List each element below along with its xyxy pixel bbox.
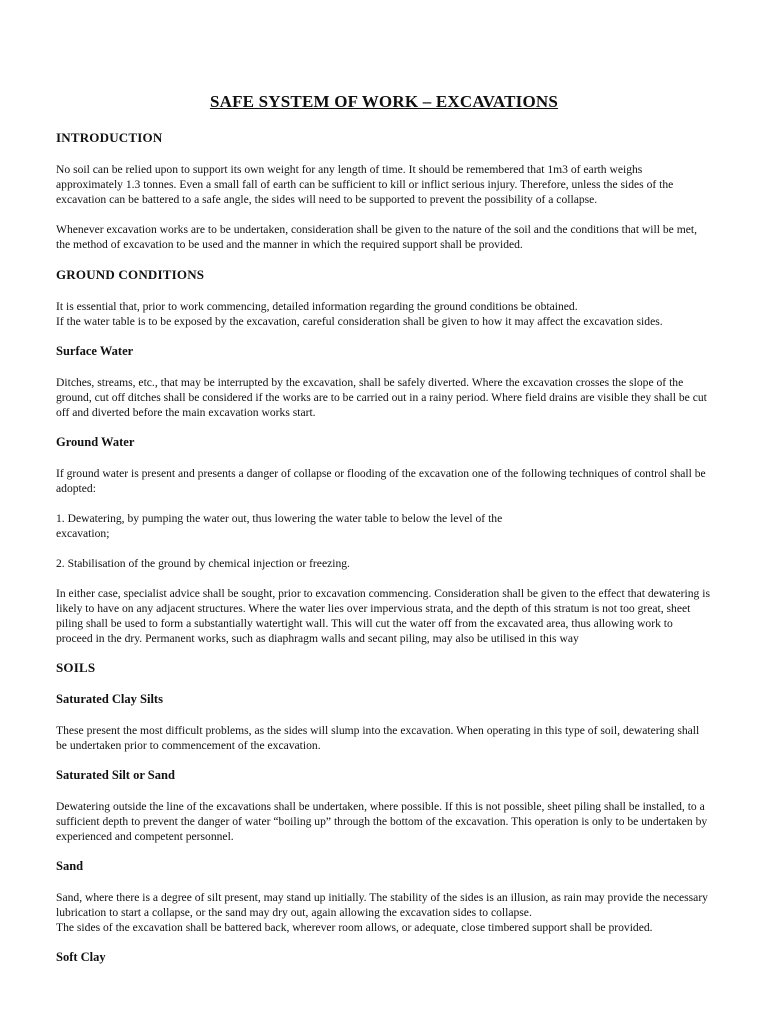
- paragraph-line: If the water table is to be exposed by the excavation, careful consideration shall be given to how it may affect the excavation sides.: [56, 315, 663, 328]
- heading-introduction: INTRODUCTION: [56, 130, 163, 145]
- list-item-dewatering: [56, 511, 712, 541]
- paragraph-ground-water-2: In either case, specialist advice shall be sought, prior to excavation commencing. Consideration shall be given to the effect that dewatering is likely to have on any adjacent structures. Where the water lies over impervious strata, and the depth of this stratum is not too great, sheet piling shall be used to form a substantially watertight wall. This will cut the water off from the excavated area, thus allowing work to proceed in the dry. Permanent works, such as diaphragm walls and secant piling, may also be utilised in this way: [56, 587, 710, 645]
- paragraph-saturated-clay-silts: These present the most difficult problems, as the sides will slump into the excavation. When operating in this type of soil, dewatering shall be undertaken prior to commencement of the excavation.: [56, 724, 700, 752]
- paragraph-surface-water: Ditches, streams, etc., that may be interrupted by the excavation, shall be safely diverted. Where the excavation crosses the slope of the ground, cut off ditches shall be considered if the works are to be carried out in a rainy period. Where field drains are visible they shall be cut off and diverted before the main excavation works start.: [56, 376, 707, 419]
- paragraph-introduction-1: No soil can be relied upon to support its own weight for any length of time. It should be remembered that 1m3 of earth weighs approximately 1.3 tonnes. Even a small fall of earth can be sufficient to kill or inflict serious injury. Therefore, unless the sides of the excavation can be battered to a safe angle, the sides will need to be supported to prevent the possibility of a collapse.: [56, 163, 674, 206]
- list-item-line: excavation;: [56, 527, 110, 540]
- heading-soils: SOILS: [56, 660, 96, 675]
- subheading-saturated-clay-silts: Saturated Clay Silts: [56, 692, 163, 706]
- heading-ground-conditions: GROUND CONDITIONS: [56, 267, 205, 282]
- subheading-saturated-silt-or-sand: Saturated Silt or Sand: [56, 768, 175, 782]
- paragraph-ground-water-1: If ground water is present and presents a danger of collapse or flooding of the excavation one of the following techniques of control shall be adopted:: [56, 467, 706, 495]
- subheading-sand: Sand: [56, 859, 84, 873]
- subheading-surface-water: Surface Water: [56, 344, 134, 358]
- subheading-soft-clay: Soft Clay: [56, 950, 106, 964]
- list-item-line: 1. Dewatering, by pumping the water out, thus lowering the water table to below the level of the: [56, 512, 503, 525]
- paragraph-line: The sides of the excavation shall be battered back, wherever room allows, or adequate, close timbered support shall be provided.: [56, 921, 653, 934]
- subheading-ground-water: Ground Water: [56, 435, 135, 449]
- paragraph-sand: [56, 890, 712, 935]
- paragraph-line: Sand, where there is a degree of silt present, may stand up initially. The stability of the sides is an illusion, as rain may provide the necessary lubrication to start a collapse, or the sand may dry out, again allowing the excavation sides to collapse.: [56, 891, 708, 919]
- paragraph-introduction-2: Whenever excavation works are to be undertaken, consideration shall be given to the nature of the soil and the conditions that will be met, the method of excavation to be used and the manner in which the required support shall be provided.: [56, 223, 697, 251]
- document-title: SAFE SYSTEM OF WORK – EXCAVATIONS: [209, 92, 559, 111]
- paragraph-ground-conditions: [56, 299, 712, 329]
- paragraph-saturated-silt-or-sand: Dewatering outside the line of the excavations shall be undertaken, where possible. If this is not possible, sheet piling shall be installed, to a sufficient depth to prevent the danger of water “boiling up” through the bottom of the excavation. This operation is only to be undertaken by experienced and competent personnel.: [56, 800, 708, 843]
- paragraph-line: It is essential that, prior to work commencing, detailed information regarding the ground conditions be obtained.: [56, 300, 578, 313]
- list-item-stabilisation: 2. Stabilisation of the ground by chemical injection or freezing.: [56, 557, 350, 570]
